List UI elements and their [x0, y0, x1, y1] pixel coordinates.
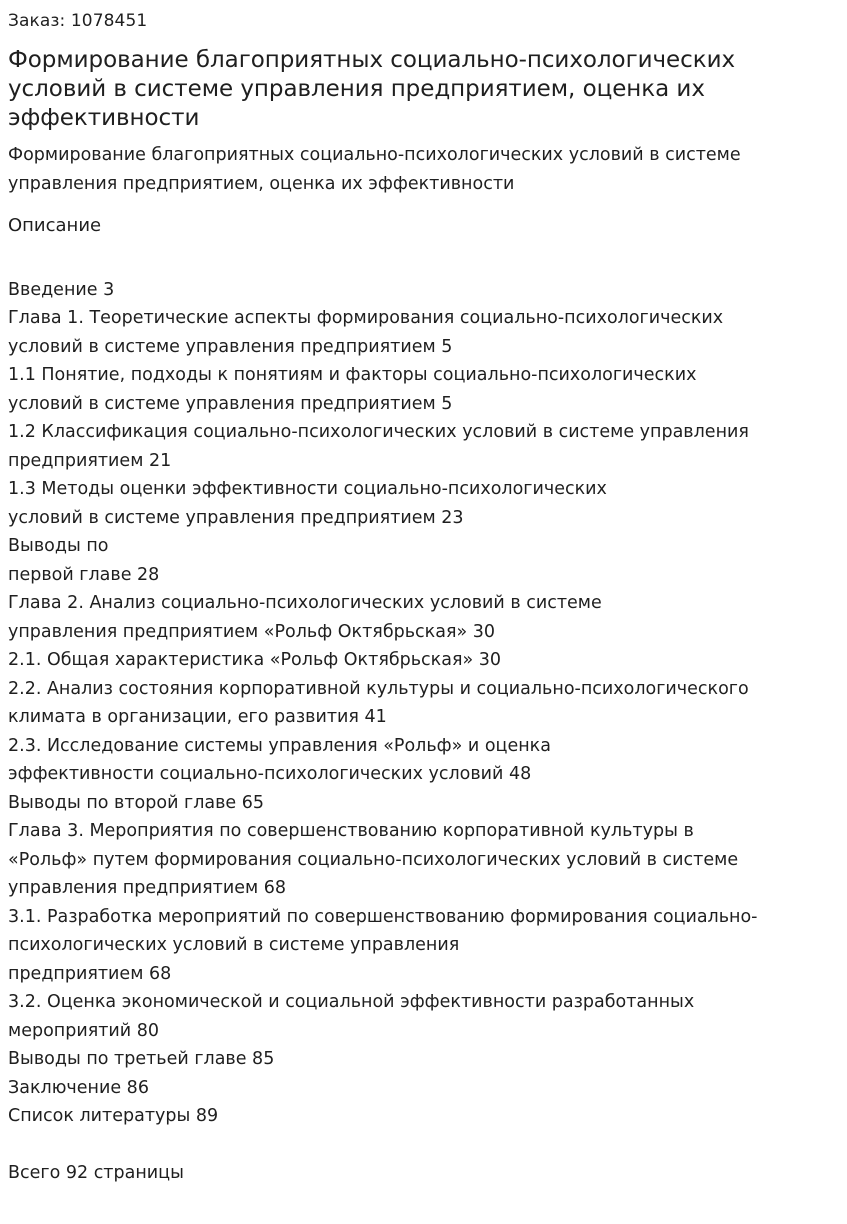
toc-line: мероприятий 80 — [8, 1020, 160, 1041]
toc-line: 3.2. Оценка экономической и социальной эффективности разработанных — [8, 992, 695, 1012]
toc-line: 2.1. Общая характеристика «Рольф Октябрьская» 30 — [8, 650, 502, 670]
document-subtitle — [8, 141, 839, 198]
toc-line: предприятием 21 — [8, 450, 172, 471]
toc-line: 2.2. Анализ состояния корпоративной культуры и социально-психологического — [8, 678, 749, 699]
document-subtitle-line: управления предприятием, оценка их эффективности — [8, 173, 515, 194]
document-title-line: Формирование благоприятных социально-психологических — [8, 47, 736, 73]
toc-line: условий в системе управления предприятием 23 — [8, 507, 464, 528]
toc-line: управления предприятием 68 — [8, 878, 287, 898]
toc-line: Список литературы 89 — [8, 1106, 219, 1126]
toc-line: «Рольф» путем формирования социально-психологических условий в системе — [8, 849, 739, 870]
description-body — [8, 276, 839, 1188]
toc-line: 3.1. Разработка мероприятий по совершенствованию формирования социально- — [8, 906, 758, 927]
total-pages: Всего 92 страницы — [8, 1163, 184, 1183]
toc-line: Глава 3. Мероприятия по совершенствованию корпоративной культуры в — [8, 821, 694, 841]
document-title — [8, 46, 839, 133]
toc-line: 1.3 Методы оценки эффективности социально-психологических — [8, 479, 607, 499]
toc-line: Заключение 86 — [8, 1077, 149, 1098]
toc-line: Выводы по второй главе 65 — [8, 792, 265, 813]
description-heading: Описание — [8, 215, 102, 236]
toc-line: Глава 1. Теоретические аспекты формирования социально-психологических — [8, 308, 724, 328]
blank-line — [8, 1131, 839, 1160]
toc-line: климата в организации, его развития 41 — [8, 707, 387, 727]
toc-line: условий в системе управления предприятием 5 — [8, 393, 453, 414]
toc-line: Выводы по — [8, 536, 109, 556]
document-title-line: эффективности — [8, 105, 200, 131]
toc-line: Выводы по третьей главе 85 — [8, 1049, 275, 1069]
toc-line: первой главе 28 — [8, 564, 160, 585]
toc-line: управления предприятием «Рольф Октябрьская» 30 — [8, 621, 496, 642]
toc-line: эффективности социально-психологических условий 48 — [8, 764, 532, 784]
toc-line: 1.1 Понятие, подходы к понятиям и факторы социально-психологических — [8, 365, 697, 385]
toc-line: 2.3. Исследование системы управления «Рольф» и оценка — [8, 735, 551, 756]
toc-line: психологических условий в системе управления — [8, 935, 460, 955]
toc-line: Глава 2. Анализ социально-психологических условий в системе — [8, 593, 602, 613]
order-number: Заказ: 1078451 — [8, 11, 148, 31]
toc-line: предприятием 68 — [8, 963, 172, 984]
document-subtitle-line: Формирование благоприятных социально-психологических условий в системе — [8, 145, 741, 165]
toc-line: 1.2 Классификация социально-психологических условий в системе управления — [8, 422, 749, 442]
document-title-line: условий в системе управления предприятием, оценка их — [8, 76, 705, 102]
toc-line: Введение 3 — [8, 279, 115, 300]
toc-line: условий в системе управления предприятием 5 — [8, 336, 453, 357]
